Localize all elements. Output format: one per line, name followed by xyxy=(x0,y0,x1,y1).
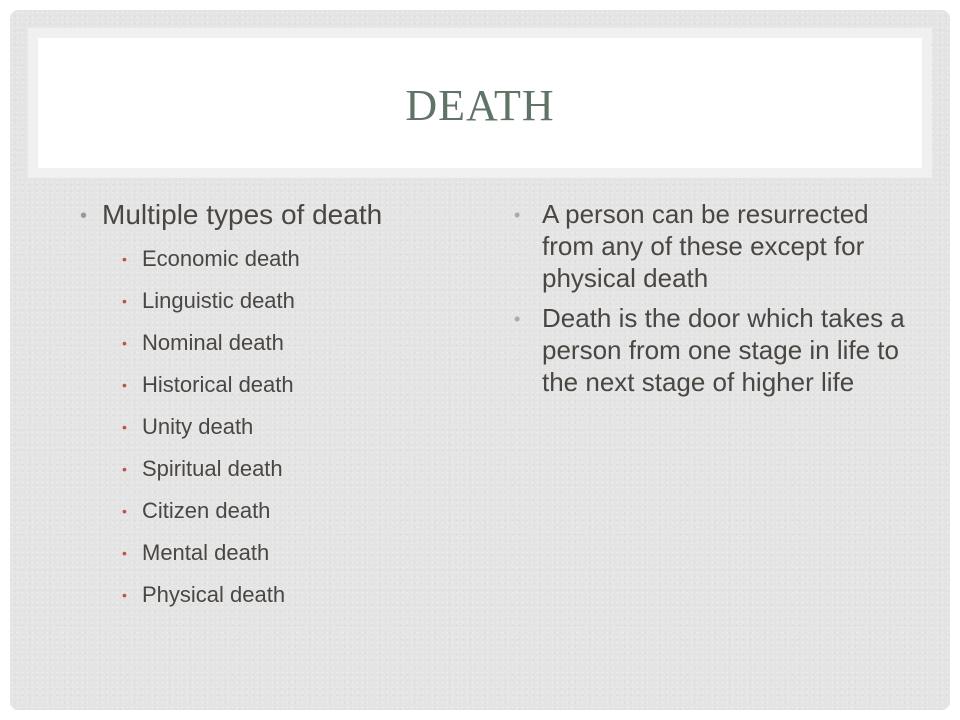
title-frame xyxy=(28,28,932,178)
list-item: • Nominal death xyxy=(122,322,490,364)
title-box xyxy=(38,38,922,168)
list-item: • Historical death xyxy=(122,364,490,406)
list-item: • Citizen death xyxy=(122,490,490,532)
death-types-list xyxy=(102,238,490,616)
slide-title: DEATH xyxy=(405,80,555,130)
slide xyxy=(10,10,950,710)
list-item: • Unity death xyxy=(122,406,490,448)
list-item: • Mental death xyxy=(122,532,490,574)
right-bullet-door: • Death is the door which takes a person from one stage in life to the next stage of higher life xyxy=(514,302,914,398)
left-heading-text: Multiple types of death xyxy=(102,199,383,230)
left-bullet-list xyxy=(80,198,490,616)
right-bullet-list xyxy=(514,198,914,398)
left-column xyxy=(80,198,490,616)
list-item: • Economic death xyxy=(122,238,490,280)
list-item: • Linguistic death xyxy=(122,280,490,322)
right-column xyxy=(514,198,914,406)
list-item: • Spiritual death xyxy=(122,448,490,490)
right-bullet-resurrection: • A person can be resurrected from any of these except for physical death xyxy=(514,198,914,294)
list-item: • Physical death xyxy=(122,574,490,616)
left-heading-bullet xyxy=(80,198,490,616)
